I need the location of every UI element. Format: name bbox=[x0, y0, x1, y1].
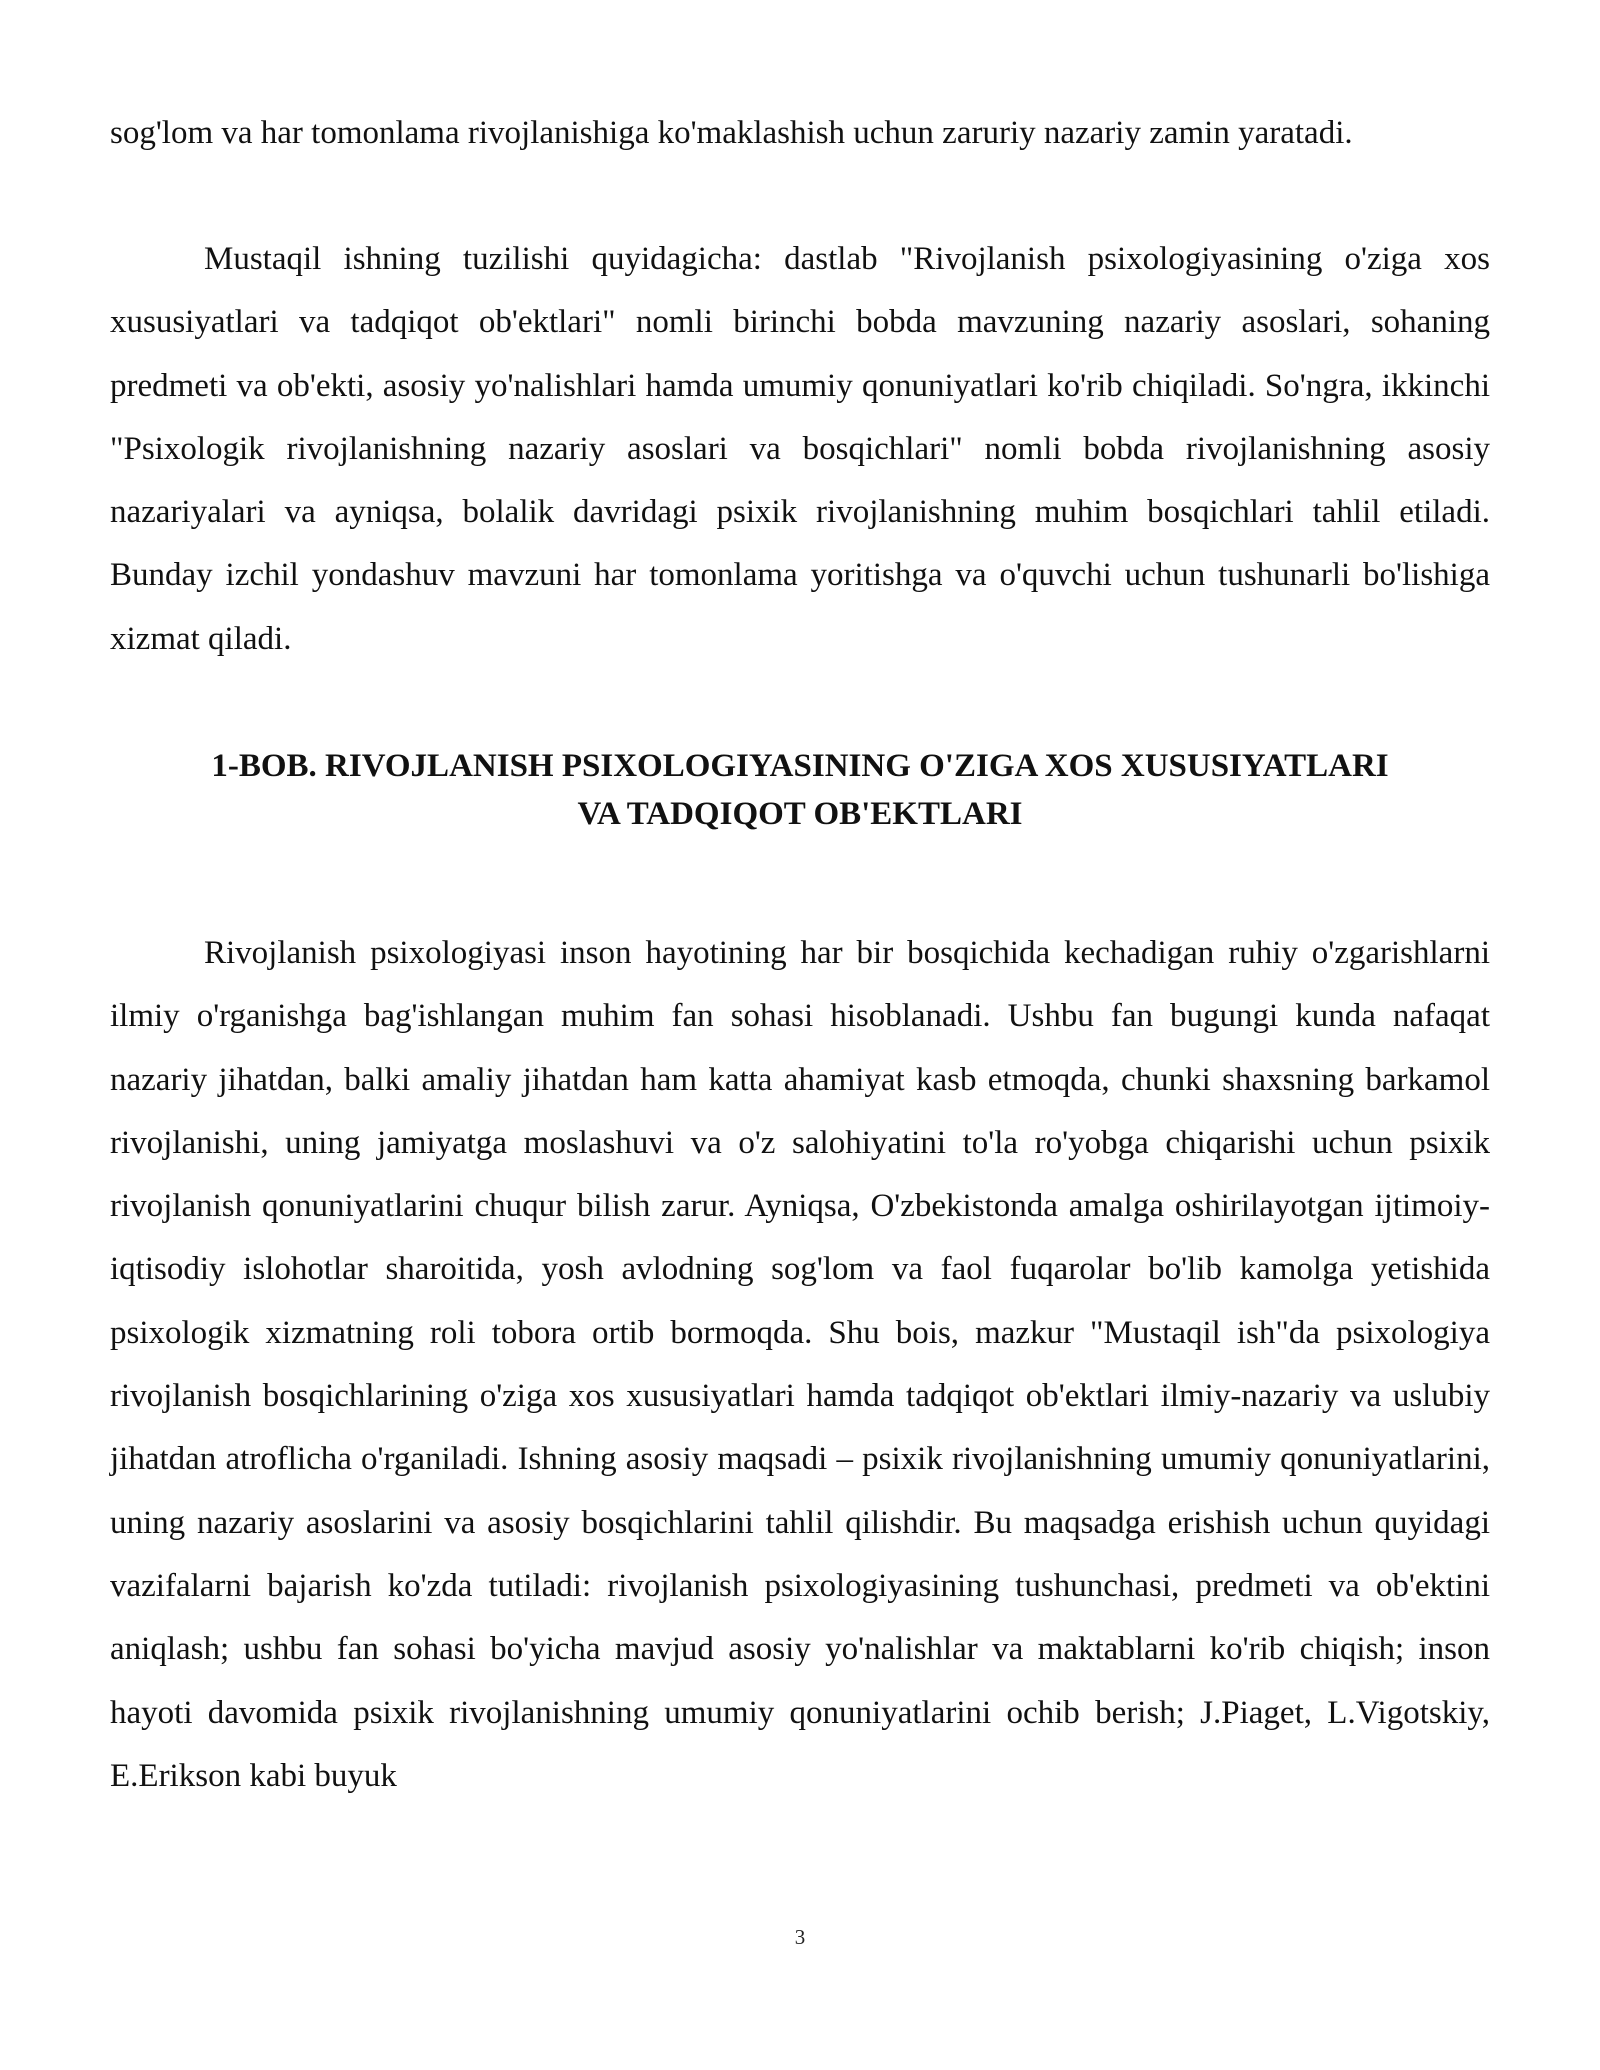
chapter-heading bbox=[110, 742, 1490, 838]
paragraph-continuation: sog'lom va har tomonlama rivojlanishiga ko'maklashish uchun zaruriy nazariy zamin yaratadi. bbox=[110, 115, 1353, 151]
chapter-heading-line-1: 1-BOB. RIVOJLANISH PSIXOLOGIYASINING O'ZIGA XOS XUSUSIYATLARI bbox=[211, 748, 1389, 784]
chapter-heading-line-2: VA TADQIQOT OB'EKTLARI bbox=[577, 796, 1023, 832]
paragraph-chapter-intro: Rivojlanish psixologiyasi inson hayotining har bir bosqichida kechadigan ruhiy o'zgarishlarni ilmiy o'rganishga bag'ishlangan muhim fan sohasi hisoblanadi. Ushbu fan bugungi kunda nafaqat nazariy jihatdan, balki amaliy jihatdan ham katta ahamiyat kasb etmoqda, chunki shaxsning barkamol rivojlanishi, uning jamiyatga moslashuvi va o'z salohiyatini to'la ro'yobga chiqarishi uchun psixik rivojlanish qonuniyatlarini chuqur bilish zarur. Ayniqsa, O'zbekistonda amalga oshirilayotgan ijtimoiy-iqtisodiy islohotlar sharoitida, yosh avlodning sog'lom va faol fuqarolar bo'lib kamolga yetishida psixologik xizmatning roli tobora ortib bormoqda. Shu bois, mazkur "Mustaqil ish"da psixologiya rivojlanish bosqichlarining o'ziga xos xususiyatlari hamda tadqiqot ob'ektlari ilmiy-nazariy va uslubiy jihatdan atroflicha o'rganiladi. Ishning asosiy maqsadi – psixik rivojlanishning umumiy qonuniyatlarini, uning nazariy asoslarini va asosiy bosqichlarini tahlil qilishdir. Bu maqsadga erishish uchun quyidagi vazifalarni bajarish ko'zda tutiladi: rivojlanish psixologiyasining tushunchasi, predmeti va ob'ektini aniqlash; ushbu fan sohasi bo'yicha mavjud asosiy yo'nalishlar va maktablarni ko'rib chiqish; inson hayoti davomida psixik rivojlanishning umumiy qonuniyatlarini ochib berish; J.Piaget, L.Vigotskiy, E.Erikson kabi buyuk bbox=[110, 935, 1490, 1794]
paragraph-structure: Mustaqil ishning tuzilishi quyidagicha: dastlab "Rivojlanish psixologiyasining o'ziga xos xususiyatlari va tadqiqot ob'ektlari" nomli birinchi bobda mavzuning nazariy asoslari, sohaning predmeti va ob'ekti, asosiy yo'nalishlari hamda umumiy qonuniyatlari ko'rib chiqiladi. So'ngra, ikkinchi "Psixologik rivojlanishning nazariy asoslari va bosqichlari" nomli bobda rivojlanishning asosiy nazariyalari va ayniqsa, bolalik davridagi psixik rivojlanishning muhim bosqichlari tahlil etiladi. Bunday izchil yondashuv mavzuni har tomonlama yoritishga va o'quvchi uchun tushunarli bo'lishiga xizmat qiladi. bbox=[110, 241, 1490, 657]
page-number: 3 bbox=[794, 1925, 806, 1949]
